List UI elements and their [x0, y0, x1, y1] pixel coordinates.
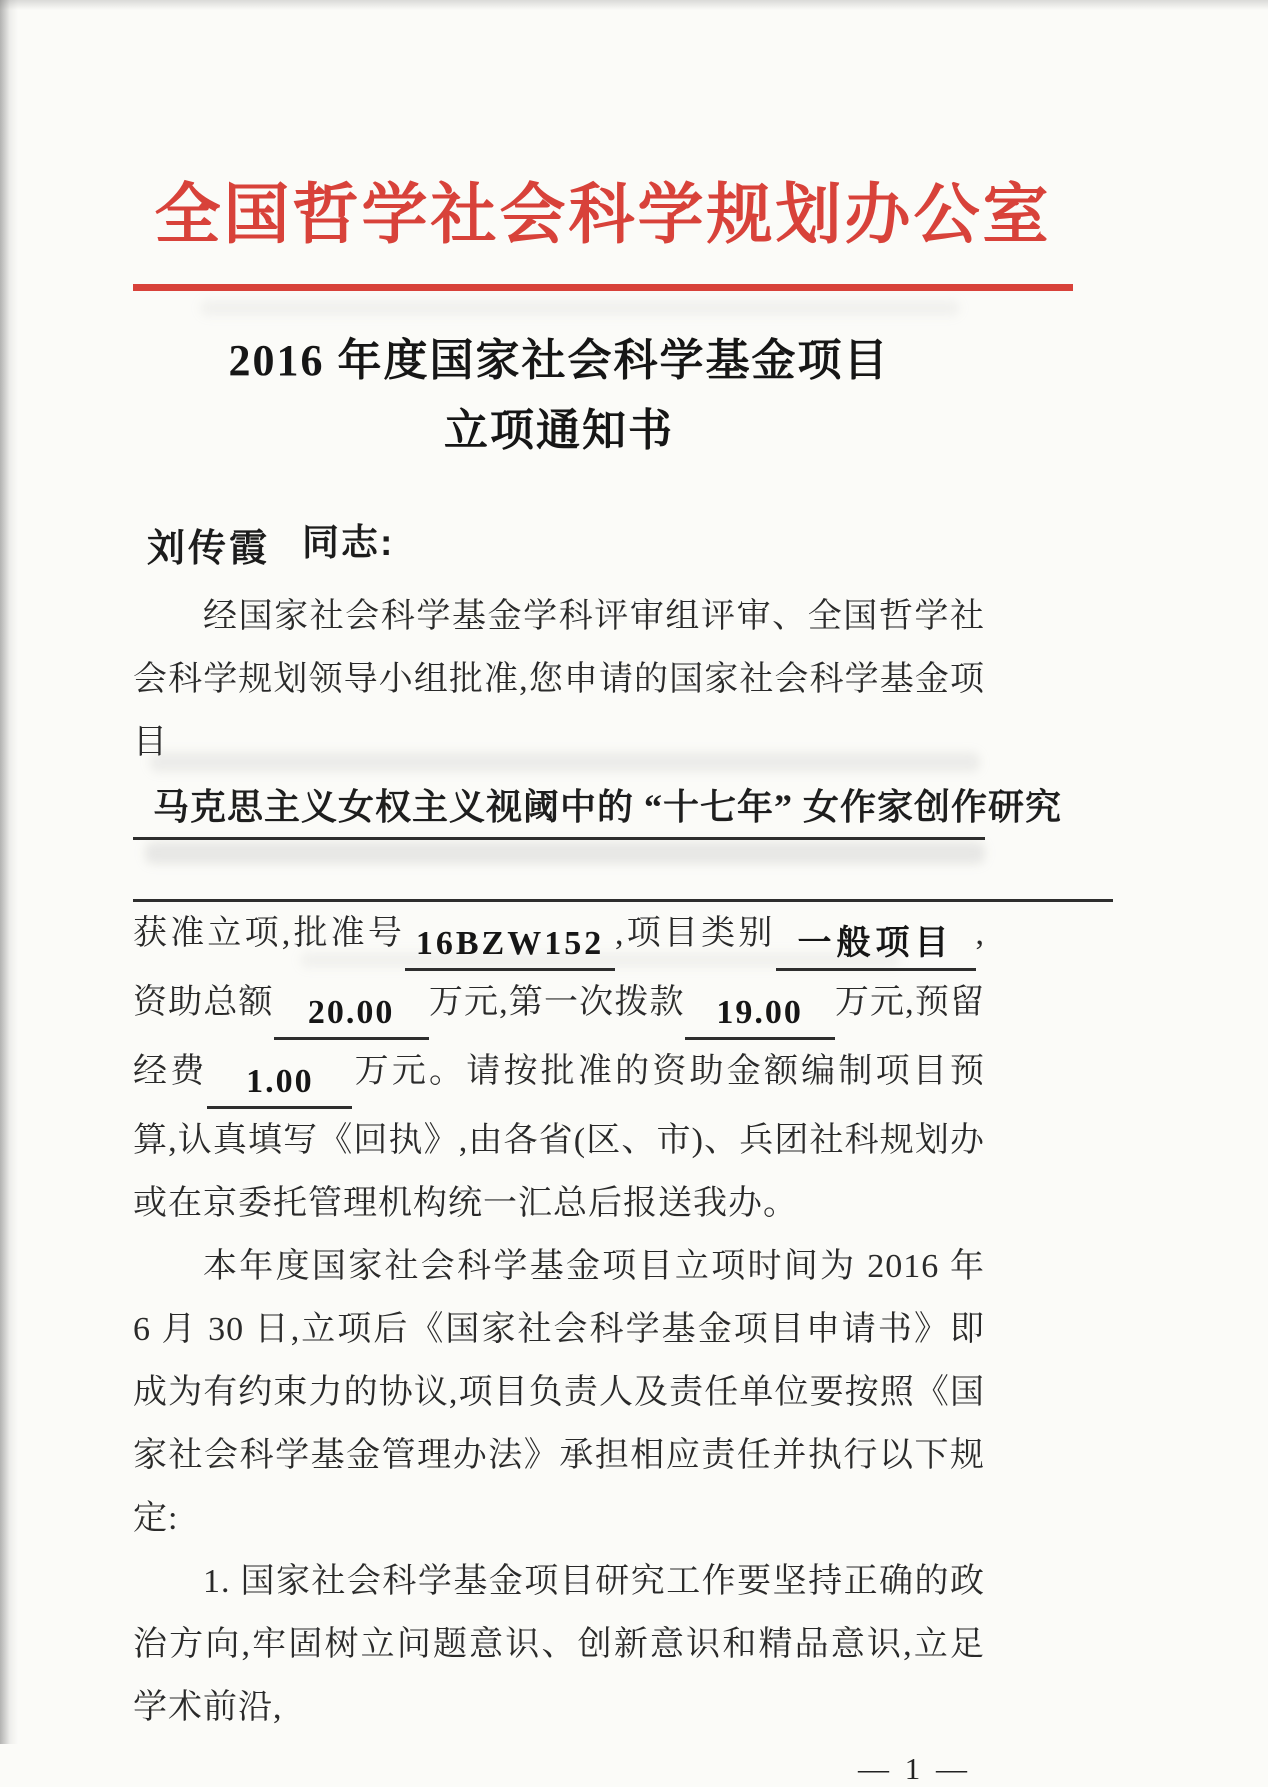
document-title-line1: 2016 年度国家社会科学基金项目	[228, 335, 890, 385]
regulation-1-paragraph: 1. 国家社会科学基金项目研究工作要坚持正确的政治方向,牢固树立问题意识、创新意识和精品意识,立足学术前沿,	[133, 1562, 985, 1726]
reserved-funding-value: 1.00	[207, 1056, 352, 1109]
approval-text-mid3: 万元,第一次拨款	[428, 983, 685, 1021]
scan-edge-shadow-left	[0, 0, 18, 1744]
approval-text-mid1: ,项目类别	[615, 914, 776, 952]
project-title-fill-line	[133, 774, 1063, 840]
document-title	[133, 335, 985, 455]
org-letterhead-title: 全国哲学社会科学规划办公室	[154, 179, 1052, 252]
salutation-row	[133, 511, 985, 570]
approval-number-value: 16BZW152	[405, 918, 615, 971]
approval-details-paragraph	[133, 902, 985, 1235]
total-funding-value: 20.00	[274, 987, 429, 1040]
project-title-text: 马克思主义女权主义视阈中的 “十七年” 女作家创作研究	[153, 786, 1063, 827]
approval-text-prefix: 获准立项,批准号	[133, 914, 406, 952]
recipient-name: 刘传霞	[147, 527, 271, 570]
project-category-value: 一般项目	[776, 918, 976, 971]
page-number: — 1 —	[858, 1750, 971, 1786]
empty-fill-line	[133, 840, 1113, 902]
first-payment-value: 19.00	[685, 987, 835, 1040]
document-title-line2: 立项通知书	[444, 405, 674, 455]
letterhead-divider-rule	[133, 284, 1073, 291]
approval-text-mid4: 万元,预留经费	[133, 983, 986, 1090]
approval-text-mid2: ,资助总额	[133, 914, 986, 1021]
approval-text-suffix: 万元。请按批准的资助金额编制项目预算,认真填写《回执》,由各省(区、市)、兵团社科规划办或在京委托管理机构统一汇总后报送我办。	[133, 1052, 985, 1222]
page-content	[133, 0, 1063, 1787]
intro-paragraph: 经国家社会科学基金学科评审组评审、全国哲学社会科学规划领导小组批准,您申请的国家社会科学基金项目	[133, 597, 985, 761]
schedule-paragraph: 本年度国家社会科学基金项目立项时间为 2016 年 6 月 30 日,立项后《国家社会科学基金项目申请书》即成为有约束力的协议,项目负责人及责任单位要按照《国家社会科学基金管理办法》承担相应责任并执行以下规定:	[133, 1247, 985, 1537]
salutation-suffix: 同志:	[302, 521, 395, 563]
